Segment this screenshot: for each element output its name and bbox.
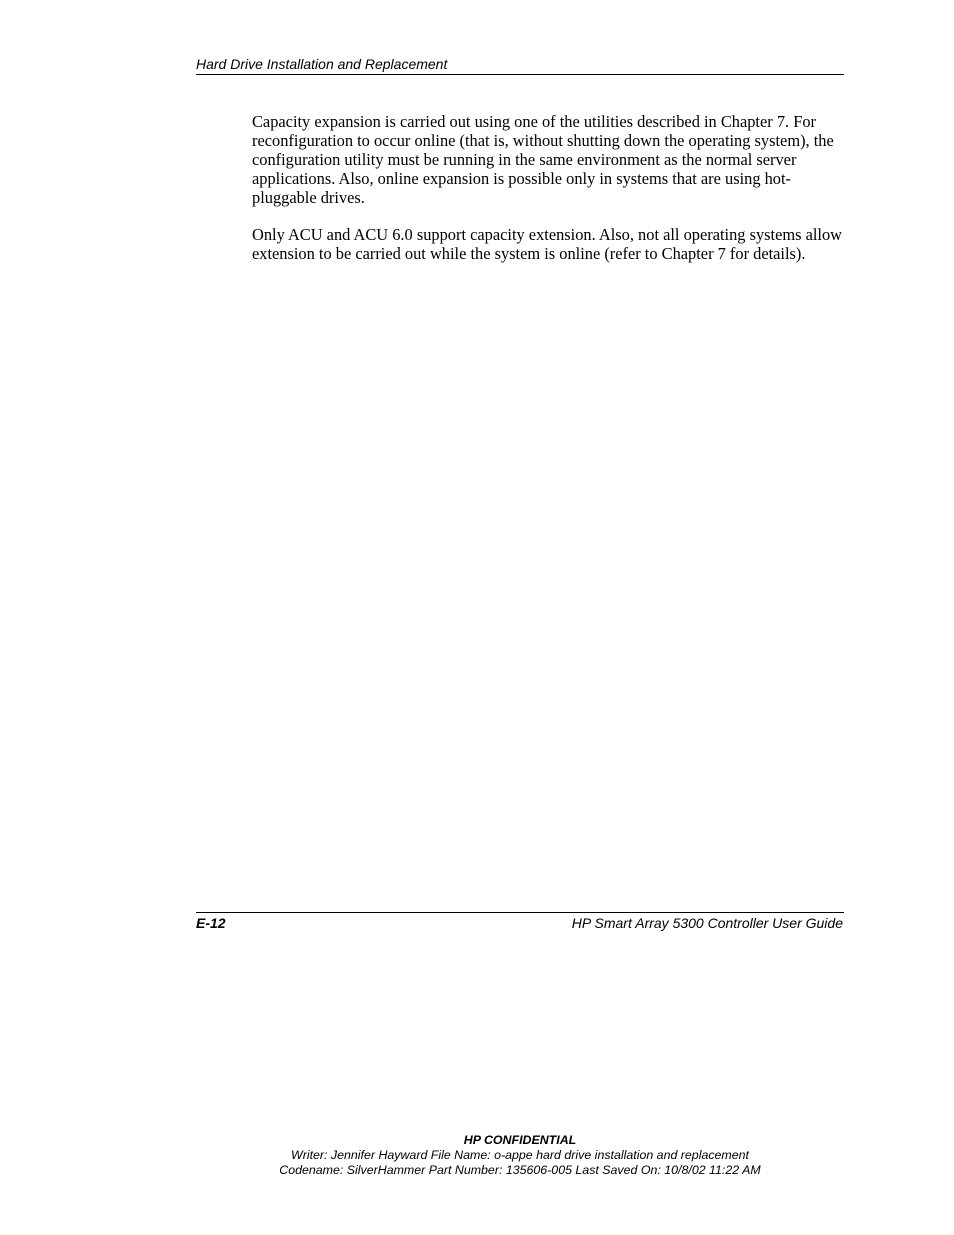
confidential-block	[200, 1133, 840, 1178]
confidential-writer-line: Writer: Jennifer Hayward File Name: o-appe hard drive installation and replacement	[291, 1148, 749, 1162]
body-text	[252, 112, 844, 281]
running-header: Hard Drive Installation and Replacement	[196, 55, 844, 75]
page-number: E-12	[196, 915, 226, 931]
confidential-codename-line: Codename: SilverHammer Part Number: 135606-005 Last Saved On: 10/8/02 11:22 AM	[279, 1163, 761, 1177]
confidential-title: HP CONFIDENTIAL	[463, 1133, 577, 1147]
paragraph-acu-support: Only ACU and ACU 6.0 support capacity extension. Also, not all operating systems allow extension to be carried out while the system is online (refer to Chapter 7 for details).	[252, 225, 842, 263]
footer-divider	[196, 912, 844, 913]
paragraph-capacity-expansion: Capacity expansion is carried out using one of the utilities described in Chapter 7. For reconfiguration to occur online (that is, without shutting down the operating system), the configuration utility must be running in the same environment as the normal server applications. Also, online expansion is possible only in systems that are using hot-pluggable drives.	[252, 112, 834, 207]
book-title: HP Smart Array 5300 Controller User Guide	[571, 915, 843, 931]
